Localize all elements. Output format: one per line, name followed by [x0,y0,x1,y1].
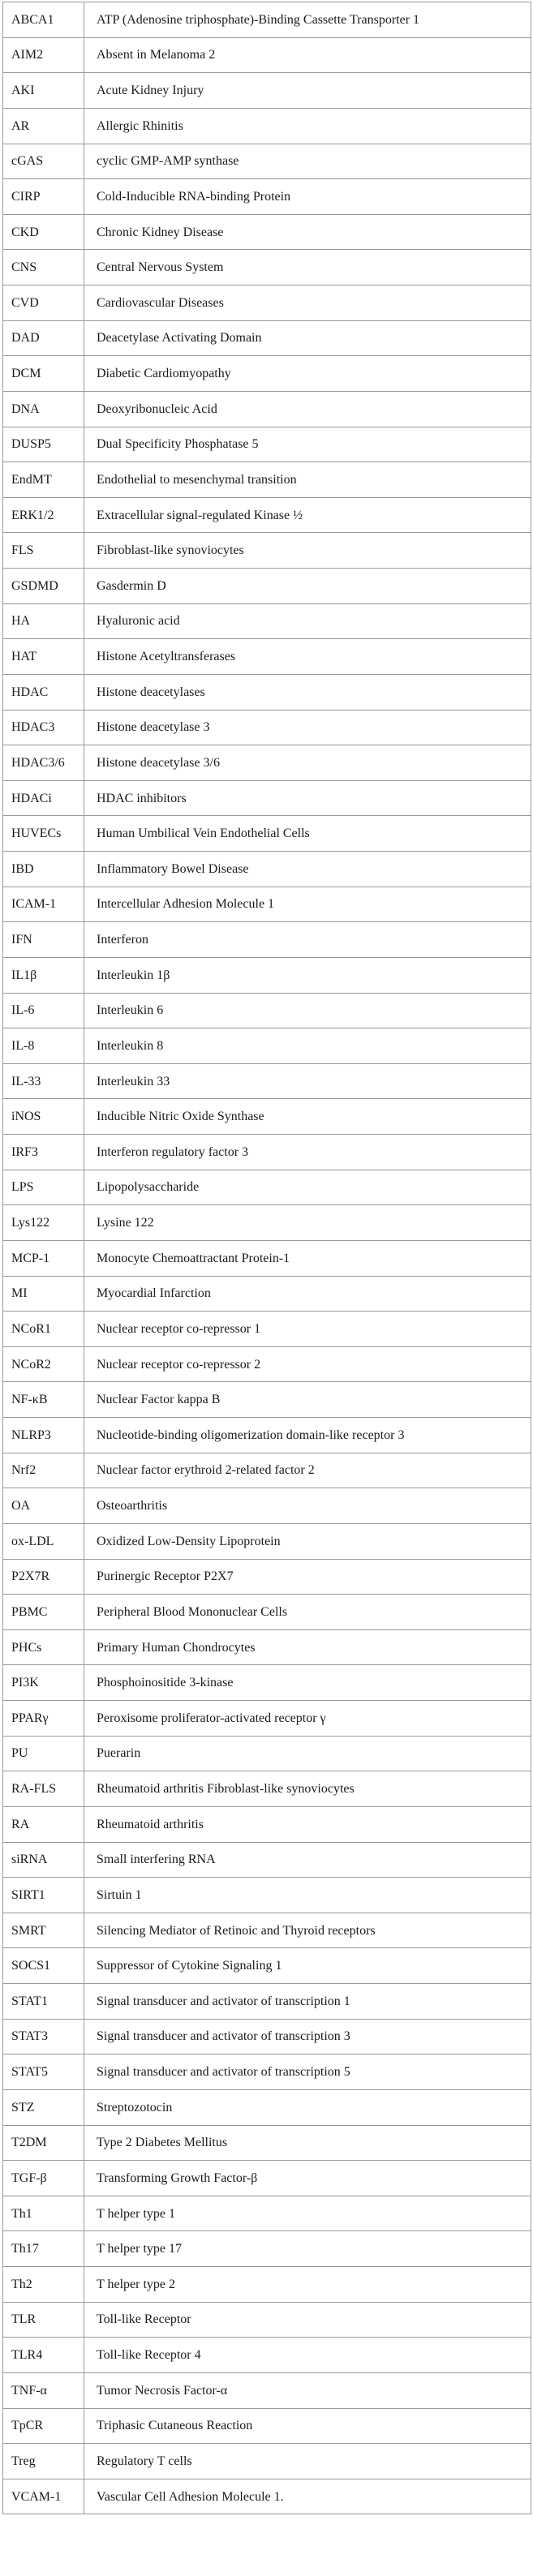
table-row [3,1488,531,1524]
table-row [3,2125,531,2161]
definition-cell: Nuclear receptor co-repressor 1 [84,1312,531,1347]
table-row [3,2372,531,2408]
definition-cell: Deacetylase Activating Domain [84,320,531,356]
definition-cell: Allergic Rhinitis [84,108,531,144]
abbreviation-cell: CKD [3,214,84,250]
definition-cell: Human Umbilical Vein Endothelial Cells [84,816,531,852]
table-row [3,1984,531,2020]
definition-cell: Chronic Kidney Disease [84,214,531,250]
abbreviation-cell: DNA [3,391,84,427]
definition-cell: Acute Kidney Injury [84,73,531,109]
table-row [3,73,531,109]
abbreviation-cell: SMRT [3,1913,84,1948]
table-row [3,1135,531,1170]
table-row [3,1099,531,1135]
definition-cell: Lipopolysaccharide [84,1170,531,1205]
definition-cell: Signal transducer and activator of transcription 5 [84,2054,531,2090]
definition-cell: Nucleotide-binding oligomerization domain-like receptor 3 [84,1418,531,1453]
definition-cell: Toll-like Receptor [84,2302,531,2338]
abbreviation-cell: IRF3 [3,1135,84,1170]
table-row [3,1701,531,1737]
table-row [3,1312,531,1347]
abbreviation-cell: siRNA [3,1842,84,1878]
table-row [3,2479,531,2514]
abbreviation-cell: IL1β [3,957,84,993]
definition-cell: Signal transducer and activator of transcription 1 [84,1984,531,2020]
table-row [3,2054,531,2090]
abbreviation-cell: STAT3 [3,2019,84,2054]
table-row [3,533,531,569]
table-row [3,1842,531,1878]
table-row [3,639,531,675]
abbreviation-cell: IL-33 [3,1063,84,1099]
definition-cell: Sirtuin 1 [84,1878,531,1913]
table-row [3,1806,531,1842]
definition-cell: Osteoarthritis [84,1488,531,1524]
definition-cell: Tumor Necrosis Factor-α [84,2372,531,2408]
abbreviation-cell: Treg [3,2444,84,2479]
table-row [3,1382,531,1418]
abbreviation-cell: HUVECs [3,816,84,852]
definition-cell: Vascular Cell Adhesion Molecule 1. [84,2479,531,2514]
definition-cell: Interleukin 8 [84,1028,531,1064]
abbreviation-cell: TpCR [3,2408,84,2444]
abbreviation-cell: CIRP [3,179,84,215]
table-row [3,1595,531,1630]
abbreviation-cell: P2X7R [3,1559,84,1595]
table-row [3,250,531,286]
abbreviation-cell: ICAM-1 [3,887,84,922]
definition-cell: Hyaluronic acid [84,603,531,639]
definition-cell: Streptozotocin [84,2089,531,2125]
table-row [3,1559,531,1595]
table-row [3,674,531,710]
definition-cell: Interleukin 33 [84,1063,531,1099]
abbreviation-cell: CVD [3,286,84,321]
abbreviation-cell: PU [3,1736,84,1771]
table-row [3,497,531,533]
definition-cell: Histone deacetylases [84,674,531,710]
table-row [3,2302,531,2338]
abbreviation-cell: STAT5 [3,2054,84,2090]
table-row [3,603,531,639]
abbreviation-cell: RA-FLS [3,1771,84,1807]
abbreviation-cell: IL-6 [3,993,84,1028]
definition-cell: Inducible Nitric Oxide Synthase [84,1099,531,1135]
abbreviation-cell: Th2 [3,2267,84,2303]
abbreviation-cell: PPARγ [3,1701,84,1737]
definition-cell: ATP (Adenosine triphosphate)-Binding Cassette Transporter 1 [84,2,531,38]
abbreviation-cell: LPS [3,1170,84,1205]
abbreviation-cell: iNOS [3,1099,84,1135]
definition-cell: Silencing Mediator of Retinoic and Thyroid receptors [84,1913,531,1948]
definition-cell: Absent in Melanoma 2 [84,37,531,73]
abbreviation-cell: ABCA1 [3,2,84,38]
table-row [3,179,531,215]
table-row [3,745,531,781]
definition-cell: Regulatory T cells [84,2444,531,2479]
abbreviation-cell: T2DM [3,2125,84,2161]
definition-cell: Purinergic Receptor P2X7 [84,1559,531,1595]
definition-cell: Dual Specificity Phosphatase 5 [84,427,531,462]
table-row [3,1878,531,1913]
table-row [3,1948,531,1984]
definition-cell: Monocyte Chemoattractant Protein-1 [84,1240,531,1276]
table-row [3,816,531,852]
abbreviation-cell: TNF-α [3,2372,84,2408]
definition-cell: Puerarin [84,1736,531,1771]
definition-cell: Endothelial to mesenchymal transition [84,462,531,498]
table-row [3,2444,531,2479]
abbreviation-cell: IL-8 [3,1028,84,1064]
abbreviation-cell: AIM2 [3,37,84,73]
definition-cell: Histone Acetyltransferases [84,639,531,675]
abbreviation-cell: OA [3,1488,84,1524]
table-row [3,1028,531,1064]
table-row [3,37,531,73]
abbreviation-cell: HA [3,603,84,639]
table-row [3,1665,531,1701]
table-row [3,2089,531,2125]
table-row [3,2196,531,2231]
definition-cell: Triphasic Cutaneous Reaction [84,2408,531,2444]
table-row [3,2231,531,2267]
abbreviation-cell: TLR4 [3,2338,84,2373]
table-row [3,2,531,38]
definition-cell: Gasdermin D [84,569,531,604]
table-row [3,462,531,498]
abbreviation-cell: NCoR1 [3,1312,84,1347]
definition-cell: Nuclear factor erythroid 2-related factor 2 [84,1453,531,1488]
definition-cell: Type 2 Diabetes Mellitus [84,2125,531,2161]
definition-cell: Deoxyribonucleic Acid [84,391,531,427]
definition-cell: Interleukin 1β [84,957,531,993]
table-row [3,427,531,462]
abbreviation-cell: DAD [3,320,84,356]
definition-cell: Interferon [84,922,531,958]
table-row [3,887,531,922]
definition-cell: Peripheral Blood Mononuclear Cells [84,1595,531,1630]
abbreviation-cell: ERK1/2 [3,497,84,533]
table-row [3,1240,531,1276]
table-row [3,922,531,958]
table-row [3,957,531,993]
definition-cell: HDAC inhibitors [84,780,531,816]
abbreviation-cell: ox-LDL [3,1523,84,1559]
abbreviations-table [2,2,531,2514]
table-row [3,2408,531,2444]
definition-cell: Suppressor of Cytokine Signaling 1 [84,1948,531,1984]
abbreviation-cell: TGF-β [3,2161,84,2196]
abbreviation-cell: Nrf2 [3,1453,84,1488]
definition-cell: Interleukin 6 [84,993,531,1028]
definition-cell: Intercellular Adhesion Molecule 1 [84,887,531,922]
abbreviation-cell: EndMT [3,462,84,498]
abbreviation-cell: FLS [3,533,84,569]
abbreviation-cell: MCP-1 [3,1240,84,1276]
abbreviation-cell: STAT1 [3,1984,84,2020]
abbreviation-cell: SOCS1 [3,1948,84,1984]
abbreviation-cell: Th17 [3,2231,84,2267]
table-row [3,2338,531,2373]
table-row [3,391,531,427]
table-row [3,1063,531,1099]
definition-cell: Histone deacetylase 3/6 [84,745,531,781]
abbreviation-cell: VCAM-1 [3,2479,84,2514]
table-row [3,1346,531,1382]
definition-cell: Fibroblast-like synoviocytes [84,533,531,569]
table-row [3,1205,531,1241]
definition-cell: T helper type 1 [84,2196,531,2231]
table-row [3,1736,531,1771]
definition-cell: Transforming Growth Factor-β [84,2161,531,2196]
definition-cell: Central Nervous System [84,250,531,286]
definition-cell: Small interfering RNA [84,1842,531,1878]
abbreviation-cell: NF-κB [3,1382,84,1418]
table-row [3,569,531,604]
abbreviation-cell: TLR [3,2302,84,2338]
definition-cell: Oxidized Low-Density Lipoprotein [84,1523,531,1559]
abbreviation-cell: PI3K [3,1665,84,1701]
table-row [3,1771,531,1807]
table-row [3,2019,531,2054]
table-row [3,710,531,745]
definition-cell: Interferon regulatory factor 3 [84,1135,531,1170]
table-row [3,286,531,321]
definition-cell: Rheumatoid arthritis Fibroblast-like synoviocytes [84,1771,531,1807]
table-row [3,780,531,816]
table-row [3,144,531,179]
abbreviation-cell: CNS [3,250,84,286]
table-row [3,852,531,887]
definition-cell: Lysine 122 [84,1205,531,1241]
table-row [3,993,531,1028]
table-row [3,1453,531,1488]
abbreviation-cell: DUSP5 [3,427,84,462]
abbreviation-cell: NCoR2 [3,1346,84,1382]
table-row [3,108,531,144]
abbreviation-cell: HDAC3 [3,710,84,745]
table-row [3,1913,531,1948]
abbreviation-cell: AKI [3,73,84,109]
abbreviation-cell: RA [3,1806,84,1842]
definition-cell: Inflammatory Bowel Disease [84,852,531,887]
abbreviation-cell: DCM [3,356,84,392]
abbreviation-cell: GSDMD [3,569,84,604]
definition-cell: Phosphoinositide 3-kinase [84,1665,531,1701]
table-row [3,1418,531,1453]
abbreviation-cell: NLRP3 [3,1418,84,1453]
table-row [3,2161,531,2196]
definition-cell: cyclic GMP-AMP synthase [84,144,531,179]
definition-cell: T helper type 2 [84,2267,531,2303]
definition-cell: Extracellular signal-regulated Kinase ½ [84,497,531,533]
abbreviation-cell: Lys122 [3,1205,84,1241]
table-row [3,214,531,250]
definition-cell: Histone deacetylase 3 [84,710,531,745]
definition-cell: Myocardial Infarction [84,1276,531,1312]
table-row [3,1276,531,1312]
table-row [3,356,531,392]
abbreviation-cell: MI [3,1276,84,1312]
abbreviation-cell: cGAS [3,144,84,179]
definition-cell: Nuclear Factor kappa B [84,1382,531,1418]
table-row [3,320,531,356]
abbreviations-table-body [3,2,531,2514]
definition-cell: Diabetic Cardiomyopathy [84,356,531,392]
definition-cell: Primary Human Chondrocytes [84,1629,531,1665]
definition-cell: Cardiovascular Diseases [84,286,531,321]
definition-cell: Cold-Inducible RNA-binding Protein [84,179,531,215]
definition-cell: Peroxisome proliferator-activated receptor γ [84,1701,531,1737]
definition-cell: T helper type 17 [84,2231,531,2267]
abbreviation-cell: HAT [3,639,84,675]
abbreviations-table-container [2,2,531,2514]
abbreviation-cell: Th1 [3,2196,84,2231]
definition-cell: Rheumatoid arthritis [84,1806,531,1842]
abbreviation-cell: IFN [3,922,84,958]
table-row [3,1523,531,1559]
abbreviation-cell: SIRT1 [3,1878,84,1913]
table-row [3,1629,531,1665]
table-row [3,2267,531,2303]
definition-cell: Nuclear receptor co-repressor 2 [84,1346,531,1382]
abbreviation-cell: STZ [3,2089,84,2125]
abbreviation-cell: HDAC3/6 [3,745,84,781]
definition-cell: Signal transducer and activator of transcription 3 [84,2019,531,2054]
abbreviation-cell: AR [3,108,84,144]
abbreviation-cell: HDAC [3,674,84,710]
definition-cell: Toll-like Receptor 4 [84,2338,531,2373]
abbreviation-cell: PHCs [3,1629,84,1665]
abbreviation-cell: IBD [3,852,84,887]
abbreviation-cell: HDACi [3,780,84,816]
table-row [3,1170,531,1205]
abbreviation-cell: PBMC [3,1595,84,1630]
